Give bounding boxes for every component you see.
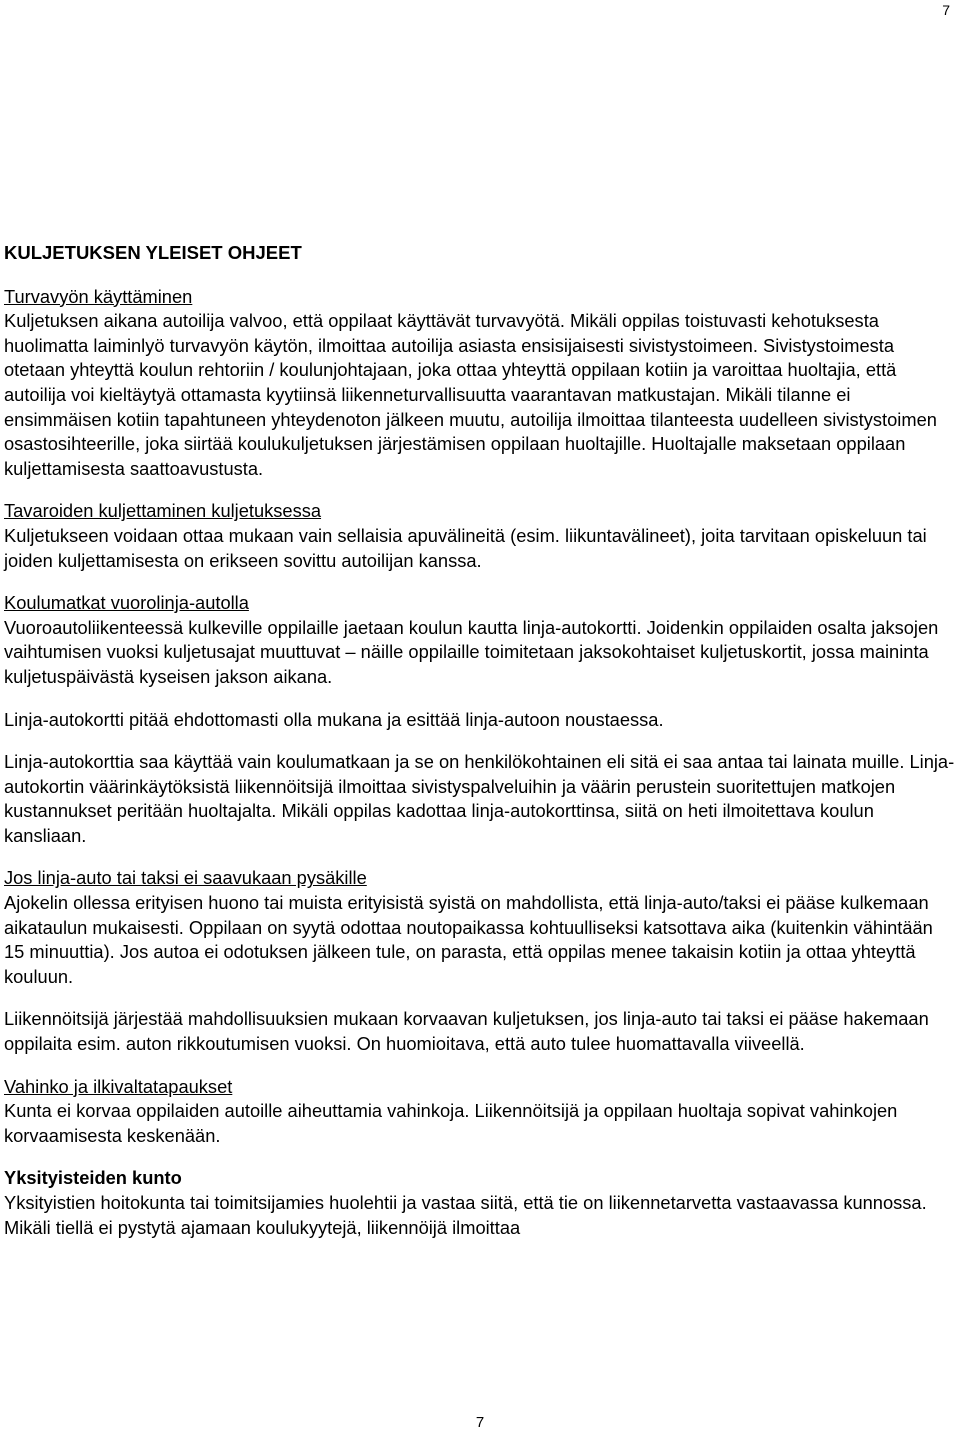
section-bus-not-arriving (4, 866, 956, 1056)
document-title: KULJETUKSEN YLEISET OHJEET (4, 242, 302, 263)
section-heading: Tavaroiden kuljettaminen kuljetuksessa (4, 500, 322, 522)
section-paragraph: Vuoroautoliikenteessä kulkeville oppilaille jaetaan koulun kautta linja-autokortti. Joidenkin oppilaiden osalta jaksojen vaihtumisen vuoksi kuljetusajat muuttuvat – näille oppilaille toimitetaan jaksokohtaiset kuljetuskortit, jossa maininta kuljetuspäivästä kyseisen jakson aikana. (4, 616, 939, 687)
section-bus-trips (4, 591, 956, 848)
section-heading: Jos linja-auto tai taksi ei saavukaan pysäkille (4, 867, 367, 889)
section-heading: Vahinko ja ilkivaltatapaukset (4, 1075, 233, 1097)
section-paragraph: Ajokelin ollessa erityisen huono tai muista erityisistä syistä on mahdollista, että linja-auto/taksi ei pääse kulkemaan aikataulun mukaisesti. Oppilaan on syytä odottaa noutopaikassa kohtuulliseksi katsottava aika (kuitenkin vähintään 15 minuuttia). Jos autoa ei odotuksen jälkeen tule, on parasta, että oppilas menee takaisin kotiin ja ottaa yhteyttä kouluun. (4, 892, 933, 987)
section-private-roads (4, 1166, 956, 1240)
section-paragraph: Liikennöitsijä järjestää mahdollisuuksien mukaan korvaavan kuljetuksen, jos linja-auto tai taksi ei pääse hakemaan oppilaita esim. auton rikkoutumisen vuoksi. On huomioitava, että auto tulee huomattavalla viiveellä. (4, 1008, 929, 1055)
section-damages (4, 1075, 956, 1149)
section-paragraph: Kunta ei korvaa oppilaiden autoille aiheuttamia vahinkoja. Liikennöitsijä ja oppilaan huoltaja sopivat vahinkojen korvaamisesta keskenään. (4, 1100, 898, 1146)
section-paragraph: Yksityistien hoitokunta tai toimitsijamies huolehtii ja vastaa siitä, että tie on liikennetarvetta vastaavassa kunnossa. Mikäli tiellä ei pystytä ajamaan koulukyytejä, liikennöijä ilmoittaa (4, 1192, 927, 1238)
section-heading: Koulumatkat vuorolinja-autolla (4, 592, 249, 614)
section-luggage (4, 499, 956, 573)
page-number-bottom: 7 (475, 1414, 485, 1431)
section-heading: Turvavyön käyttäminen (4, 285, 193, 307)
section-paragraph: Kuljetuksen aikana autoilija valvoo, että oppilaat käyttävät turvavyötä. Mikäli oppilas toistuvasti kehotuksesta huolimatta laiminlyö turvavyön käytön, ilmoittaa autoilija asiasta ensisijaisesti sivistystoimeen. Sivistystoimesta otetaan yhteyttä koulun rehtoriin / koulunjohtajaan, joka ottaa yhteyttä oppilaan kotiin ja varoittaa huoltajia, että autoilija voi kieltäytyä ottamasta kyytiinsä liikenneturvallisuutta vaarantavan matkustajan. Mikäli tilanne ei ensimmäisen kotiin tapahtuneen yhteydenoton jälkeen muutu, autoilija ilmoittaa tilanteesta uudelleen sivistystoimen osastosihteerille, joka siirtää koulukuljetuksen järjestämisen oppilaan huoltajille. Huoltajalle maksetaan oppilaan kuljettamisesta saattoavustusta. (4, 310, 937, 479)
document-body (4, 241, 956, 1240)
page-number-top: 7 (942, 2, 950, 18)
section-paragraph: Linja-autokortti pitää ehdottomasti olla mukana ja esittää linja-autoon noustaessa. (4, 708, 664, 730)
section-seatbelt (4, 285, 956, 482)
section-paragraph: Kuljetukseen voidaan ottaa mukaan vain sellaisia apuvälineitä (esim. liikuntavälineet), joita tarvitaan opiskeluun tai joiden kuljettamisesta on erikseen sovittu autoilijan kanssa. (4, 524, 927, 571)
section-heading: Yksityisteiden kunto (4, 1167, 182, 1189)
section-paragraph: Linja-autokorttia saa käyttää vain koulumatkaan ja se on henkilökohtainen eli sitä ei saa antaa tai lainata muille. Linja-autokortin väärinkäytöksistä liikennöitsijä ilmoittaa sivistyspalveluihin ja väärin perustein suoritettujen matkojen kustannukset peritään huoltajalta. Mikäli oppilas kadottaa linja-autokorttinsa, siitä on heti ilmoitettava koulun kansliaan. (4, 751, 955, 846)
